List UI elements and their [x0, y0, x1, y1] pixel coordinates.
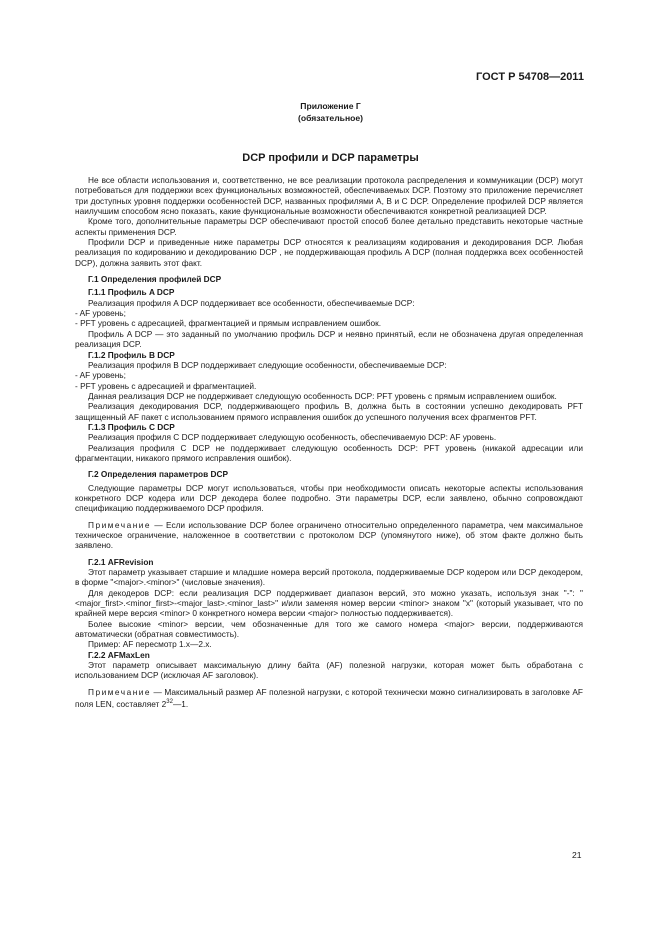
main-title: DCP профили и DCP параметры — [242, 152, 419, 164]
paragraph: Этот параметр указывает старшие и младшие номера версий протокола, поддерживаемые DCP кодером или DCP декодером, в форме "<major>.<minor>" (числовые значения). — [75, 567, 583, 588]
note — [75, 520, 583, 551]
intro-paragraph: Не все области использования и, соответственно, не все реализации протокола распределения и коммуникации (DCP) могут потребоваться для поддержки всех функциональных возможностей, обеспечиваемых DCP. Поэтому это приложение перечисляет три доступных уровня поддержки особенностей DCP, названных профилями A, B и C DCP. Определение профилей DCP является наилучшим способом ясно показать, какие функциональные возможности обеспечиваются конкретной реализацией DCP. — [75, 175, 583, 217]
note-label: Примечание — [88, 519, 152, 530]
list-item: - PFT уровень с адресацией и фрагментацией. — [75, 380, 257, 391]
exponent: 32 — [166, 699, 173, 706]
standard-number: ГОСТ Р 54708—2011 — [476, 71, 584, 83]
paragraph: Реализация профиля C DCP поддерживает следующую особенность, обеспечиваемую DCP: AF уровень. — [88, 432, 497, 443]
subsection-heading: Г.2.1 AFRevision — [88, 556, 154, 567]
paragraph: Следующие параметры DCP могут использоваться, чтобы при необходимости описать некоторые аспекты использования конкретного DCP кодера или DCP декодера более подробно. Эти параметры DCP, если заявлено, обычно сопровождают спецификацию поддерживаемого DCP профиля. — [75, 482, 583, 514]
paragraph: Данная реализация DCP не поддерживает следующую особенность DCP: PFT уровень с прямым исправлением ошибок. — [88, 390, 557, 401]
subsection-heading: Г.1.3 Профиль C DCP — [88, 421, 175, 432]
paragraph: Профиль A DCP — это заданный по умолчанию профиль DCP и неявно принятый, если не обозначена другая определенная реализация DCP. — [75, 328, 583, 350]
list-item: - AF уровень; — [75, 370, 126, 381]
note-text: — Максимальный размер AF полезной нагрузки, с которой технически можно сигнализировать в заголовке AF поля LEN, составляет 2 — [75, 686, 583, 709]
paragraph: Этот параметр описывает максимальную длину байта (AF) полезной нагрузки, которая может быть обработана с использованием DCP (исключая AF заголовок). — [75, 660, 583, 681]
paragraph: Пример: AF пересмотр 1.x—2.x. — [88, 639, 212, 650]
intro-paragraph: Профили DCP и приведенные ниже параметры DCP относятся к реализациям кодирования и декодирования DCP. Любая реализация по кодированию и декодированию DCP , не поддерживающая профиль A DCP (полная поддержка всех особенностей DCP), должна заявить этот факт. — [75, 237, 583, 268]
appendix-title: Приложение Г — [300, 101, 361, 111]
paragraph: Реализация профиля A DCP поддерживает все особенности, обеспечиваемые DCP: — [88, 297, 415, 308]
paragraph: Для декодеров DCP: если реализация DCP поддерживает диапазон версий, это можно указать, используя знак "-": "<major_first>.<minor_first>-<major_last>.<minor_last>" и/или заменяя номер версии <minor> знаком "x" (который указывает, что по крайней мере версия <minor> 0 конкретного номера версии <major> полностью поддерживается). — [75, 587, 583, 619]
note-text: — Если использование DCP более ограничено относительно определенного параметра, чем максимальное техническое ограничение, наложенное в соответствии с протоколом DCP (упомянутого ниже), об этом факте должно быть заявлено. — [75, 519, 583, 551]
note-label: Примечание — [88, 686, 152, 697]
subsection-heading: Г.2.2 AFMaxLen — [88, 649, 150, 660]
paragraph: Реализация профиля B DCP поддерживает следующие особенности, обеспечиваемые DCP: — [88, 359, 447, 370]
list-item: - AF уровень; — [75, 308, 126, 319]
subsection-heading: Г.1.1 Профиль A DCP — [88, 287, 175, 298]
page-number: 21 — [572, 850, 582, 860]
appendix-status: (обязательное) — [297, 113, 364, 123]
paragraph: Реализация профиля C DCP не поддерживает следующую особенность DCP: PFT уровень (никакой адресации или фрагментации, никакого прямого исправления ошибок). — [75, 442, 583, 463]
subsection-heading: Г.1.2 Профиль B DCP — [88, 349, 175, 360]
paragraph: Реализация декодирования DCP, поддерживающего профиль B, должна быть в состоянии успешно декодировать PFT защищенный AF пакет с использованием прямого исправления ошибок до успешного получения всех фрагментов PFT. — [75, 401, 583, 422]
paragraph: Более высокие <minor> версии, чем обозначенные для того же самого номера <major> версии, поддерживаются автоматически (обратная совместимость). — [75, 618, 583, 640]
document-body — [75, 175, 583, 709]
intro-paragraph: Кроме того, дополнительные параметры DCP обеспечивают простой способ более детально представить некоторые частные аспекты применения DCP. — [75, 216, 583, 237]
section-heading: Г.1 Определения профилей DCP — [88, 274, 222, 285]
section-heading: Г.2 Определения параметров DCP — [88, 469, 229, 480]
note-tail: —1. — [172, 698, 189, 709]
list-item: - PFT уровень с адресацией, фрагментацией и прямым исправлением ошибок. — [75, 318, 382, 329]
note — [75, 687, 583, 709]
